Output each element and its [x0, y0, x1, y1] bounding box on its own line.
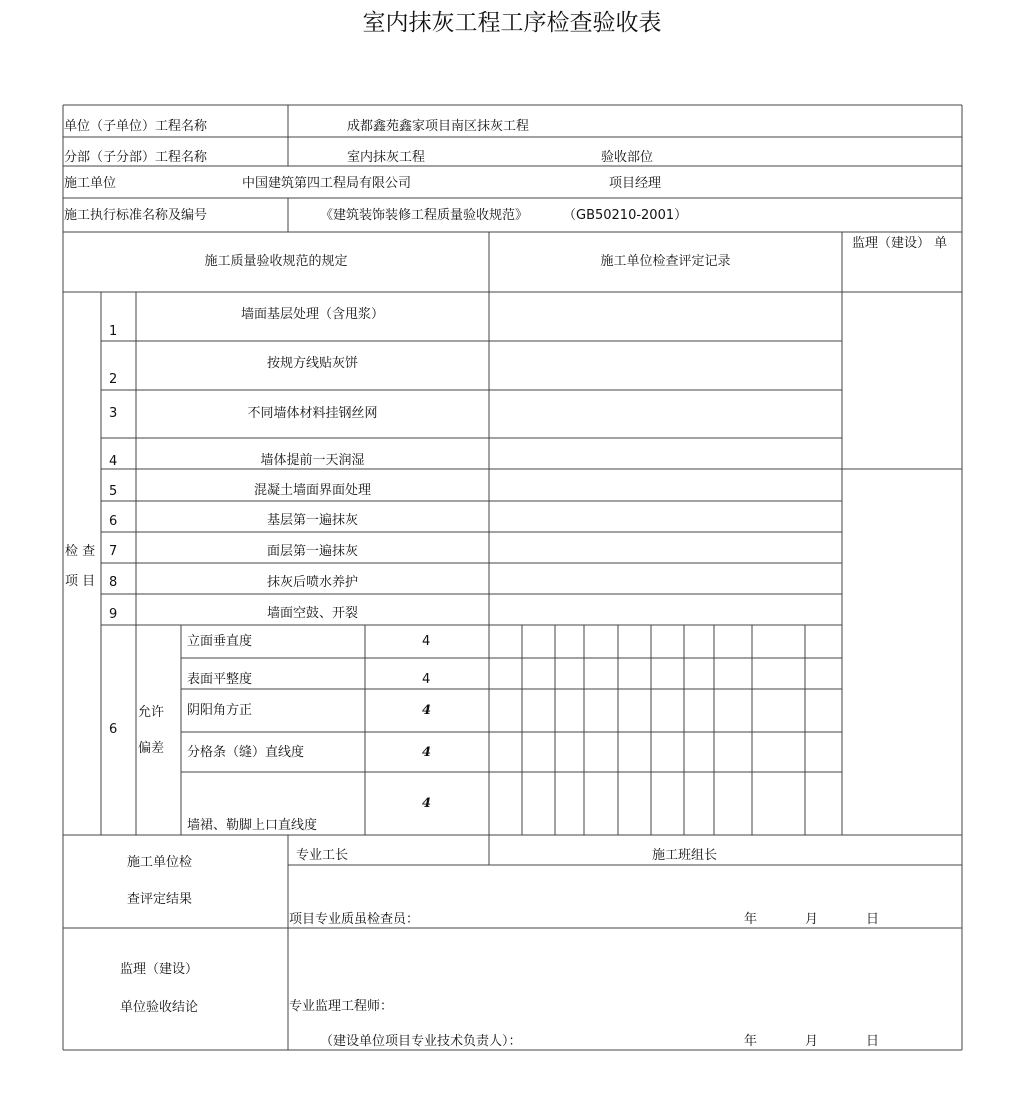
- record-column-header: 施工单位检查评定记录: [600, 254, 731, 269]
- spec-column-header: 施工质量验收规范的规定: [204, 254, 348, 269]
- quality-inspector-label: 项目专业质虽检查员：: [289, 912, 420, 927]
- contractor-label: 施工单位: [64, 176, 117, 191]
- contractor-value: 中国建筑第四工程局有限公司: [242, 176, 412, 191]
- team-leader-label: 施工班组长: [652, 848, 718, 863]
- item-text: 墙面空鼓、开裂: [266, 606, 358, 621]
- item-number: 3: [109, 406, 118, 421]
- item-text: 混凝土墙面界面处理: [253, 483, 371, 498]
- item-number: 1: [109, 324, 118, 339]
- acceptance-part-label: 验收部位: [601, 150, 654, 165]
- contractor-result-label: 施工单位检: [127, 855, 193, 870]
- item-text: 面层第一遍抹灰: [266, 544, 358, 559]
- item-number: 7: [109, 544, 118, 559]
- item-text: 墙面基层处理（含甩浆）: [240, 307, 384, 322]
- item-number: 8: [109, 575, 118, 590]
- item-text: 基层第一遍抹灰: [266, 513, 358, 528]
- item-number: 2: [109, 372, 118, 387]
- tolerance-value: 4: [422, 634, 431, 649]
- tolerance-value: 4: [422, 672, 431, 687]
- tolerance-item: 立面垂直度: [187, 634, 253, 649]
- item-text: 抹灰后喷水养护: [266, 575, 358, 590]
- supervising-engineer-label: 专业监理工程师：: [289, 999, 394, 1014]
- item-number: 4: [109, 454, 118, 469]
- item-text: 按规方线贴灰饼: [266, 356, 358, 371]
- supervisor-result-label: 监理（建设）: [120, 962, 199, 977]
- tolerance-number: 6: [109, 722, 118, 737]
- tolerance-value: 4: [422, 796, 432, 811]
- standard-name: 《建筑装饰装修工程质量验收规范》: [320, 208, 529, 223]
- date-month: 月: [805, 1034, 819, 1049]
- standard-label: 施工执行标准名称及编号: [64, 208, 208, 223]
- date-day: 日: [866, 1034, 880, 1049]
- item-number: 6: [109, 514, 118, 529]
- tolerance-item: 表面平整度: [187, 672, 253, 687]
- division-name-value: 室内抹灰工程: [347, 150, 426, 165]
- tolerance-label: 允许: [138, 705, 165, 720]
- date-year: 年: [744, 912, 758, 927]
- tolerance-value: 4: [422, 745, 432, 760]
- tolerance-value: 4: [422, 703, 432, 718]
- foreman-label: 专业工长: [296, 848, 349, 863]
- date-day: 日: [866, 912, 880, 927]
- item-number: 9: [109, 607, 118, 622]
- project-name-value: 成都鑫苑鑫家项目南区抹灰工程: [347, 119, 530, 134]
- item-text: 墙体提前一天润湿: [260, 453, 365, 468]
- inspection-group-label: 检 查: [65, 544, 96, 559]
- project-manager-label: 项目经理: [609, 176, 662, 191]
- supervisor-result-label-2: 单位验收结论: [120, 1000, 199, 1015]
- tolerance-label-2: 偏差: [138, 741, 165, 756]
- supervisor-column-header: 监理（建设） 单: [852, 236, 948, 251]
- inspection-group-label-2: 项 目: [65, 574, 96, 589]
- contractor-result-label-2: 查评定结果: [127, 892, 193, 907]
- division-name-label: 分部（子分部）工程名称: [64, 150, 208, 165]
- date-month: 月: [805, 912, 819, 927]
- project-name-label: 单位（子单位）工程名称: [64, 119, 208, 134]
- form-title: 室内抹灰工程工序检查验收表: [362, 10, 662, 36]
- standard-code: （GB50210-2001）: [563, 208, 688, 223]
- owner-representative-label: （建设单位项目专业技术负责人）：: [320, 1034, 522, 1049]
- date-year: 年: [744, 1034, 758, 1049]
- item-text: 不同墙体材料挂钢丝网: [247, 406, 378, 421]
- tolerance-item: 墙裙、勒脚上口直线度: [187, 818, 318, 833]
- tolerance-item: 阴阳角方正: [187, 703, 253, 718]
- item-number: 5: [109, 484, 118, 499]
- tolerance-item: 分格条（缝）直线度: [187, 745, 305, 760]
